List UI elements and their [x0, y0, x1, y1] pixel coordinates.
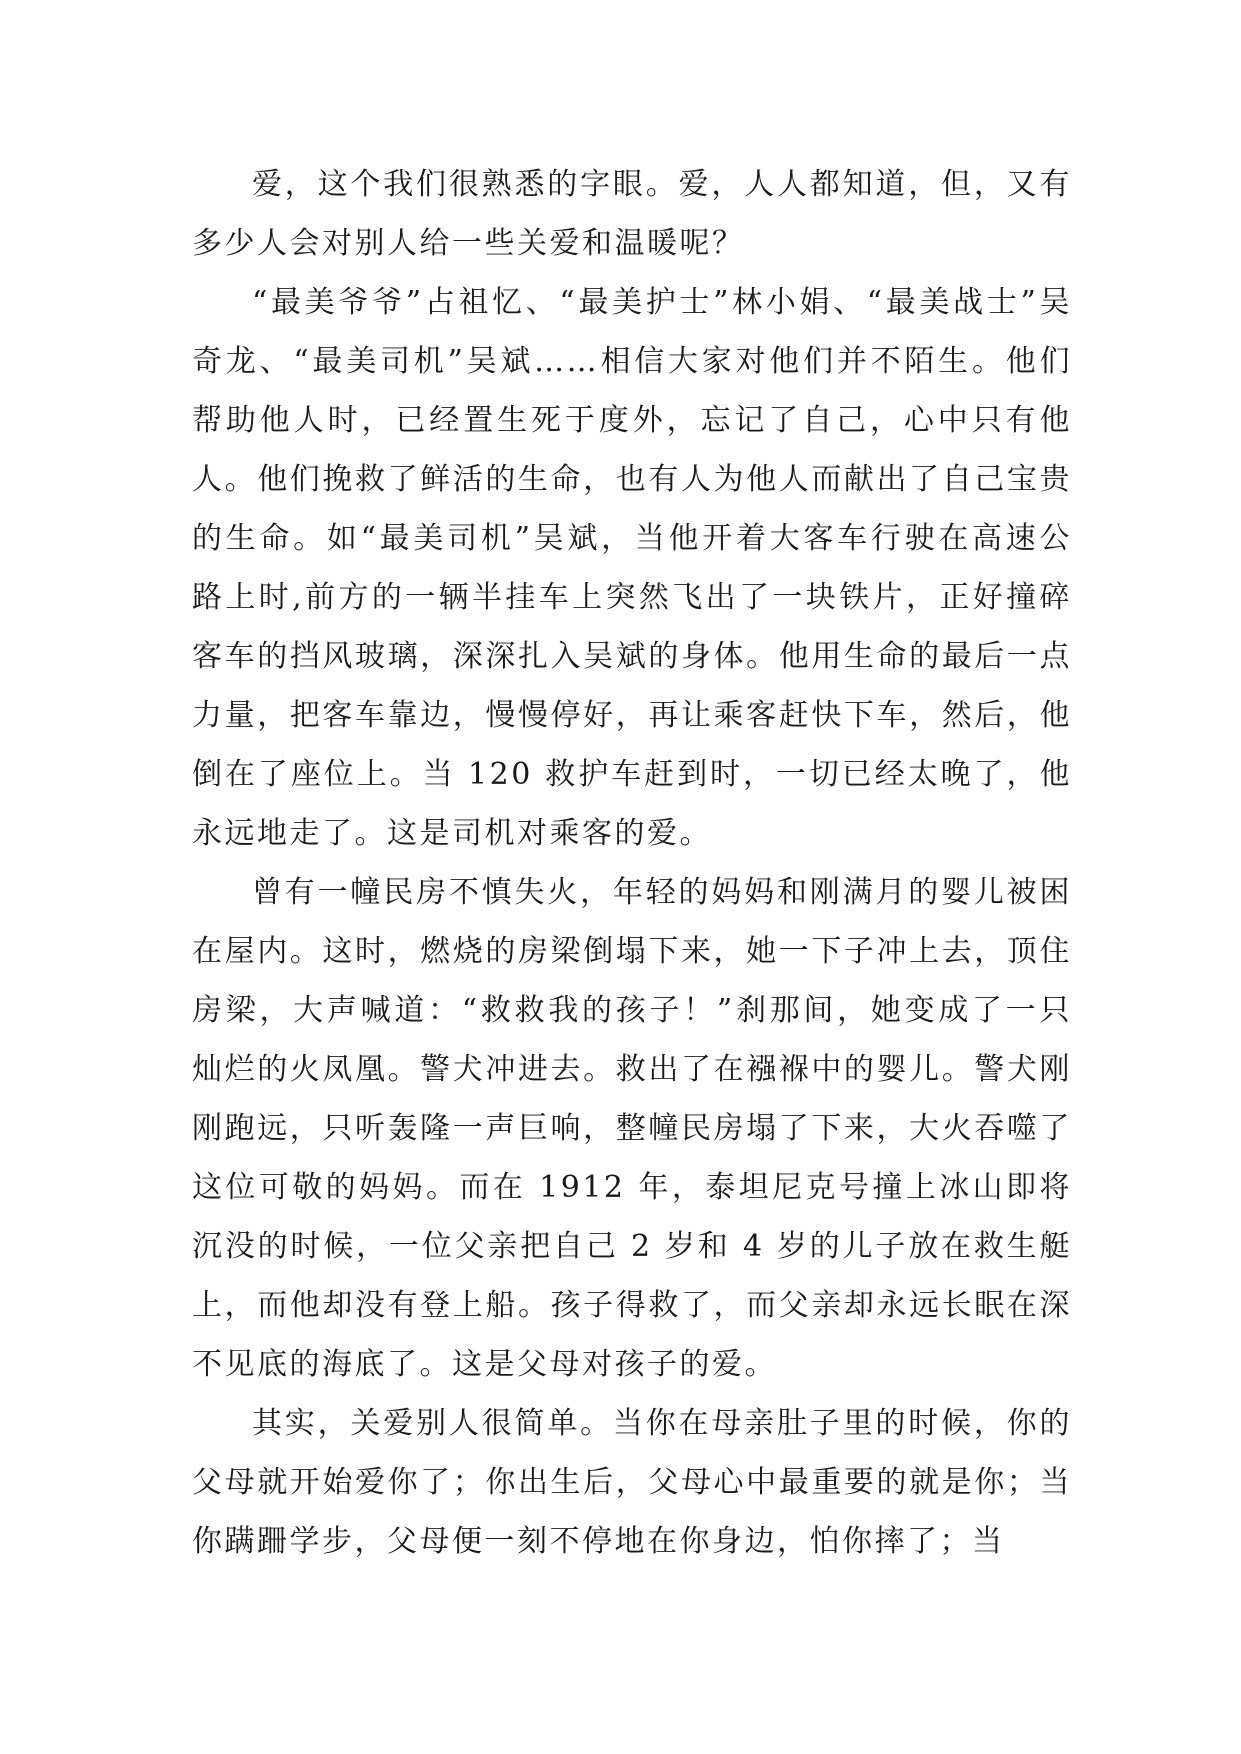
paragraph-3: 曾有一幢民房不慎失火，年轻的妈妈和刚满月的婴儿被困在屋内。这时，燃烧的房梁倒塌下来，她一下子冲上去，顶住房梁，大声喊道：“救救我的孩子！”刹那间，她变成了一只灿烂的火凤凰。警犬冲进去。救出了在襁褓中的婴儿。警犬刚刚跑远，只听轰隆一声巨响，整幢民房塌了下来，大火吞噬了这位可敬的妈妈。而在 1912 年，泰坦尼克号撞上冰山即将沉没的时候，一位父亲把自己 2 岁和 4 岁的儿子放在救生艇上，而他却没有登上船。孩子得救了，而父亲却永远长眠在深不见底的海底了。这是父母对孩子的爱。	[192, 875, 1072, 1382]
document-body	[192, 155, 1072, 1571]
paragraph-4: 其实，关爱别人很简单。当你在母亲肚子里的时候，你的父母就开始爱你了；你出生后，父母心中最重要的就是你；当你蹒跚学步，父母便一刻不停地在你身边，怕你摔了；当	[192, 1406, 1072, 1559]
paragraph-2: “最美爷爷”占祖忆、“最美护士”林小娟、“最美战士”吴奇龙、“最美司机”吴斌……相信大家对他们并不陌生。他们帮助他人时，已经置生死于度外，忘记了自己，心中只有他人。他们挽救了鲜活的生命，也有人为他人而献出了自己宝贵的生命。如“最美司机”吴斌，当他开着大客车行驶在高速公路上时,前方的一辆半挂车上突然飞出了一块铁片，正好撞碎客车的挡风玻璃，深深扎入吴斌的身体。他用生命的最后一点力量，把客车靠边，慢慢停好，再让乘客赶快下车，然后，他倒在了座位上。当 120 救护车赶到时，一切已经太晚了，他永远地走了。这是司机对乘客的爱。	[192, 285, 1072, 851]
paragraph-1: 爱，这个我们很熟悉的字眼。爱，人人都知道，但，又有多少人会对别人给一些关爱和温暖呢？	[192, 167, 1072, 261]
